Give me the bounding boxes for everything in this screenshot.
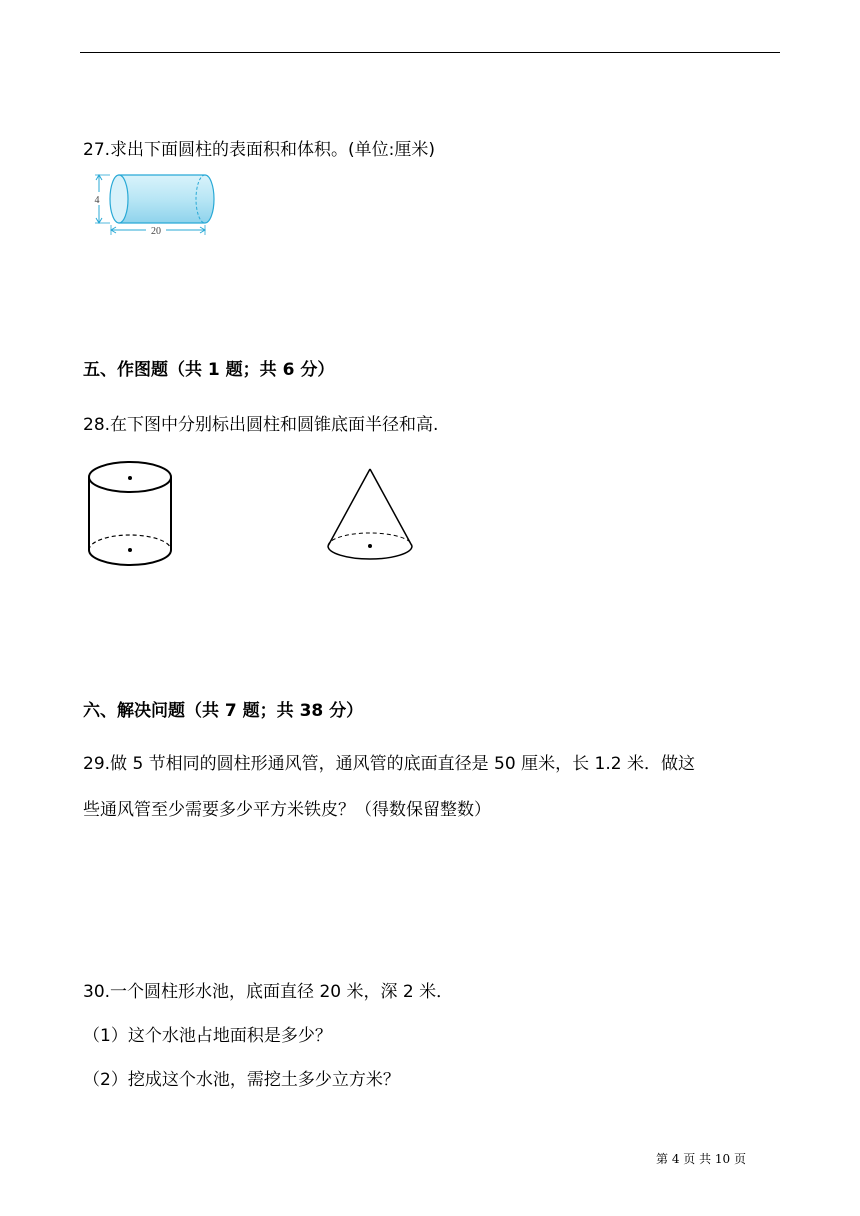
cylinder-body (119, 175, 214, 223)
cylinder-bottom-front-arc (89, 550, 171, 565)
question-30-sub-2: （2）挖成这个水池，需挖土多少立方米？ (83, 1070, 400, 1090)
question-29-line-2: 些通风管至少需要多少平方米铁皮？（得数保留整数） (83, 800, 491, 820)
length-label: 20 (151, 226, 161, 237)
question-29-line-1: 29.做 5 节相同的圆柱形通风管，通风管的底面直径是 50 厘米，长 1.2 米．做这 (83, 754, 695, 774)
blue-cylinder-figure (88, 170, 218, 240)
question-28-text: 28.在下图中分别标出圆柱和圆锥底面半径和高. (83, 415, 439, 435)
cylinder-top-center-dot (128, 476, 132, 480)
question-30-sub-1: （1）这个水池占地面积是多少？ (83, 1026, 332, 1046)
header-rule (80, 52, 780, 53)
cone-base-center-dot (368, 544, 372, 548)
question-27-text: 27.求出下面圆柱的表面积和体积。(单位:厘米) (83, 140, 436, 160)
page-number-footer: 第 4 页 共 10 页 (656, 1152, 746, 1166)
cylinder-outline-figure (85, 458, 177, 572)
cylinder-left-face (110, 175, 128, 223)
cylinder-bottom-back-arc (89, 535, 171, 550)
cone-outline-figure (324, 465, 416, 563)
question-30-text: 30.一个圆柱形水池，底面直径 20 米，深 2 米． (83, 982, 454, 1002)
section-5-heading: 五、作图题（共 1 题；共 6 分） (83, 360, 335, 380)
section-6-heading: 六、解决问题（共 7 题；共 38 分） (83, 701, 364, 721)
cylinder-bottom-center-dot (128, 548, 132, 552)
height-label: 4 (94, 195, 100, 206)
